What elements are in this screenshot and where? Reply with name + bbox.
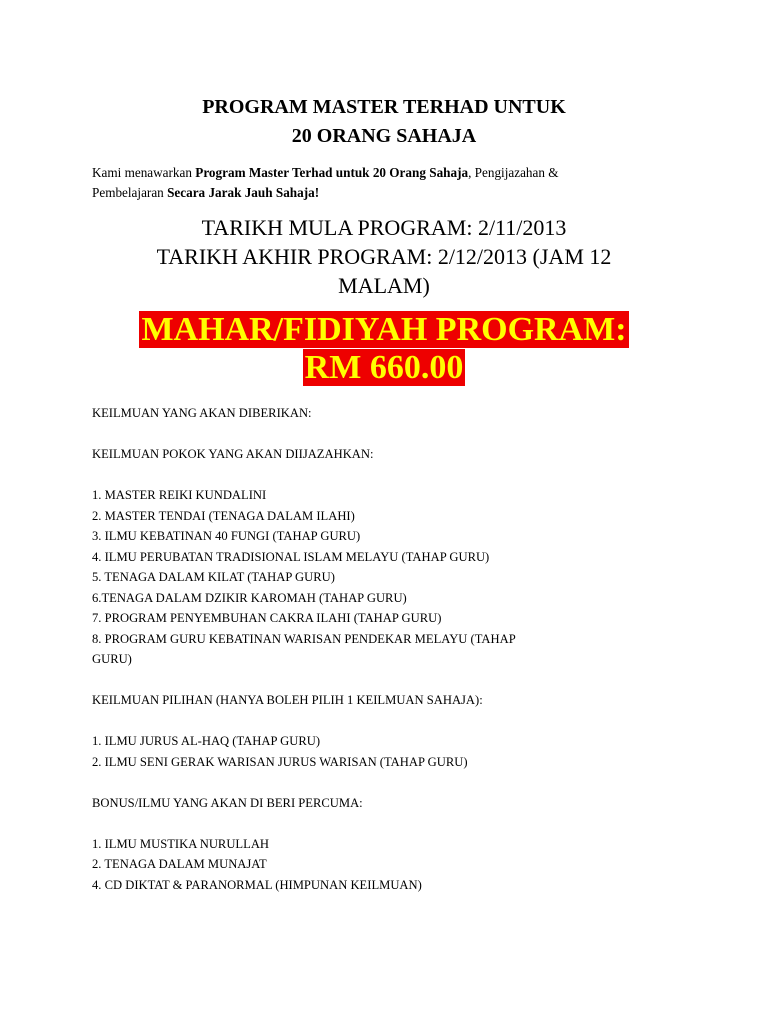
intro-line-2	[92, 183, 692, 203]
price-banner	[0, 311, 768, 387]
list-item: 6.TENAGA DALAM DZIKIR KAROMAH (TAHAP GURU)	[92, 590, 407, 605]
intro-text: Kami menawarkan	[92, 165, 196, 180]
list-item: 8. PROGRAM GURU KEBATINAN WARISAN PENDEKAR MELAYU (TAHAP	[92, 631, 516, 646]
intro-paragraph	[92, 163, 692, 203]
intro-text: Pembelajaran	[92, 185, 168, 200]
title-line-2: 20 ORANG SAHAJA	[291, 125, 477, 147]
program-dates	[0, 213, 768, 300]
list-item: 5. TENAGA DALAM KILAT (TAHAP GURU)	[92, 570, 335, 584]
list-item: 1. ILMU MUSTIKA NURULLAH	[92, 836, 270, 851]
section-heading: BONUS/ILMU YANG AKAN DI BERI PERCUMA:	[92, 795, 363, 810]
section-heading: KEILMUAN POKOK YANG AKAN DIIJAZAHKAN:	[92, 447, 374, 461]
list-item: 2. MASTER TENDAI (TENAGA DALAM ILAHI)	[92, 508, 355, 523]
list-item: GURU)	[92, 652, 132, 666]
end-date-line: TARIKH AKHIR PROGRAM: 2/12/2013 (JAM 12	[156, 244, 612, 269]
program-details	[92, 403, 692, 895]
intro-bold-text: Secara Jarak Jauh Sahaja!	[167, 185, 320, 200]
document-title	[0, 93, 768, 151]
list-item: 1. ILMU JURUS AL-HAQ (TAHAP GURU)	[92, 734, 321, 748]
list-item: 4. CD DIKTAT & PARANORMAL (HIMPUNAN KEILMUAN)	[92, 877, 422, 892]
list-item: 7. PROGRAM PENYEMBUHAN CAKRA ILAHI (TAHAP GURU)	[92, 611, 442, 625]
list-item: 4. ILMU PERUBATAN TRADISIONAL ISLAM MELAYU (TAHAP GURU)	[92, 549, 490, 564]
section-heading: KEILMUAN YANG AKAN DIBERIKAN:	[92, 406, 312, 420]
start-date-line: TARIKH MULA PROGRAM: 2/11/2013	[201, 215, 567, 240]
section-heading: KEILMUAN PILIHAN (HANYA BOLEH PILIH 1 KEILMUAN SAHAJA):	[92, 693, 483, 707]
intro-line-1	[92, 163, 692, 183]
end-date-line-cont: MALAM)	[338, 273, 430, 298]
intro-text: , Pengijazahan &	[468, 165, 559, 180]
price-heading: MAHAR/FIDIYAH PROGRAM:	[141, 311, 627, 348]
list-item: 2. TENAGA DALAM MUNAJAT	[92, 857, 267, 871]
list-item: 3. ILMU KEBATINAN 40 FUNGI (TAHAP GURU)	[92, 529, 361, 543]
title-line-1: PROGRAM MASTER TERHAD UNTUK	[202, 96, 566, 118]
list-item: 1. MASTER REIKI KUNDALINI	[92, 488, 267, 502]
intro-bold-text: Program Master Terhad untuk 20 Orang Sahaja	[195, 165, 469, 180]
price-value: RM 660.00	[304, 349, 464, 386]
list-item: 2. ILMU SENI GERAK WARISAN JURUS WARISAN (TAHAP GURU)	[92, 754, 468, 769]
